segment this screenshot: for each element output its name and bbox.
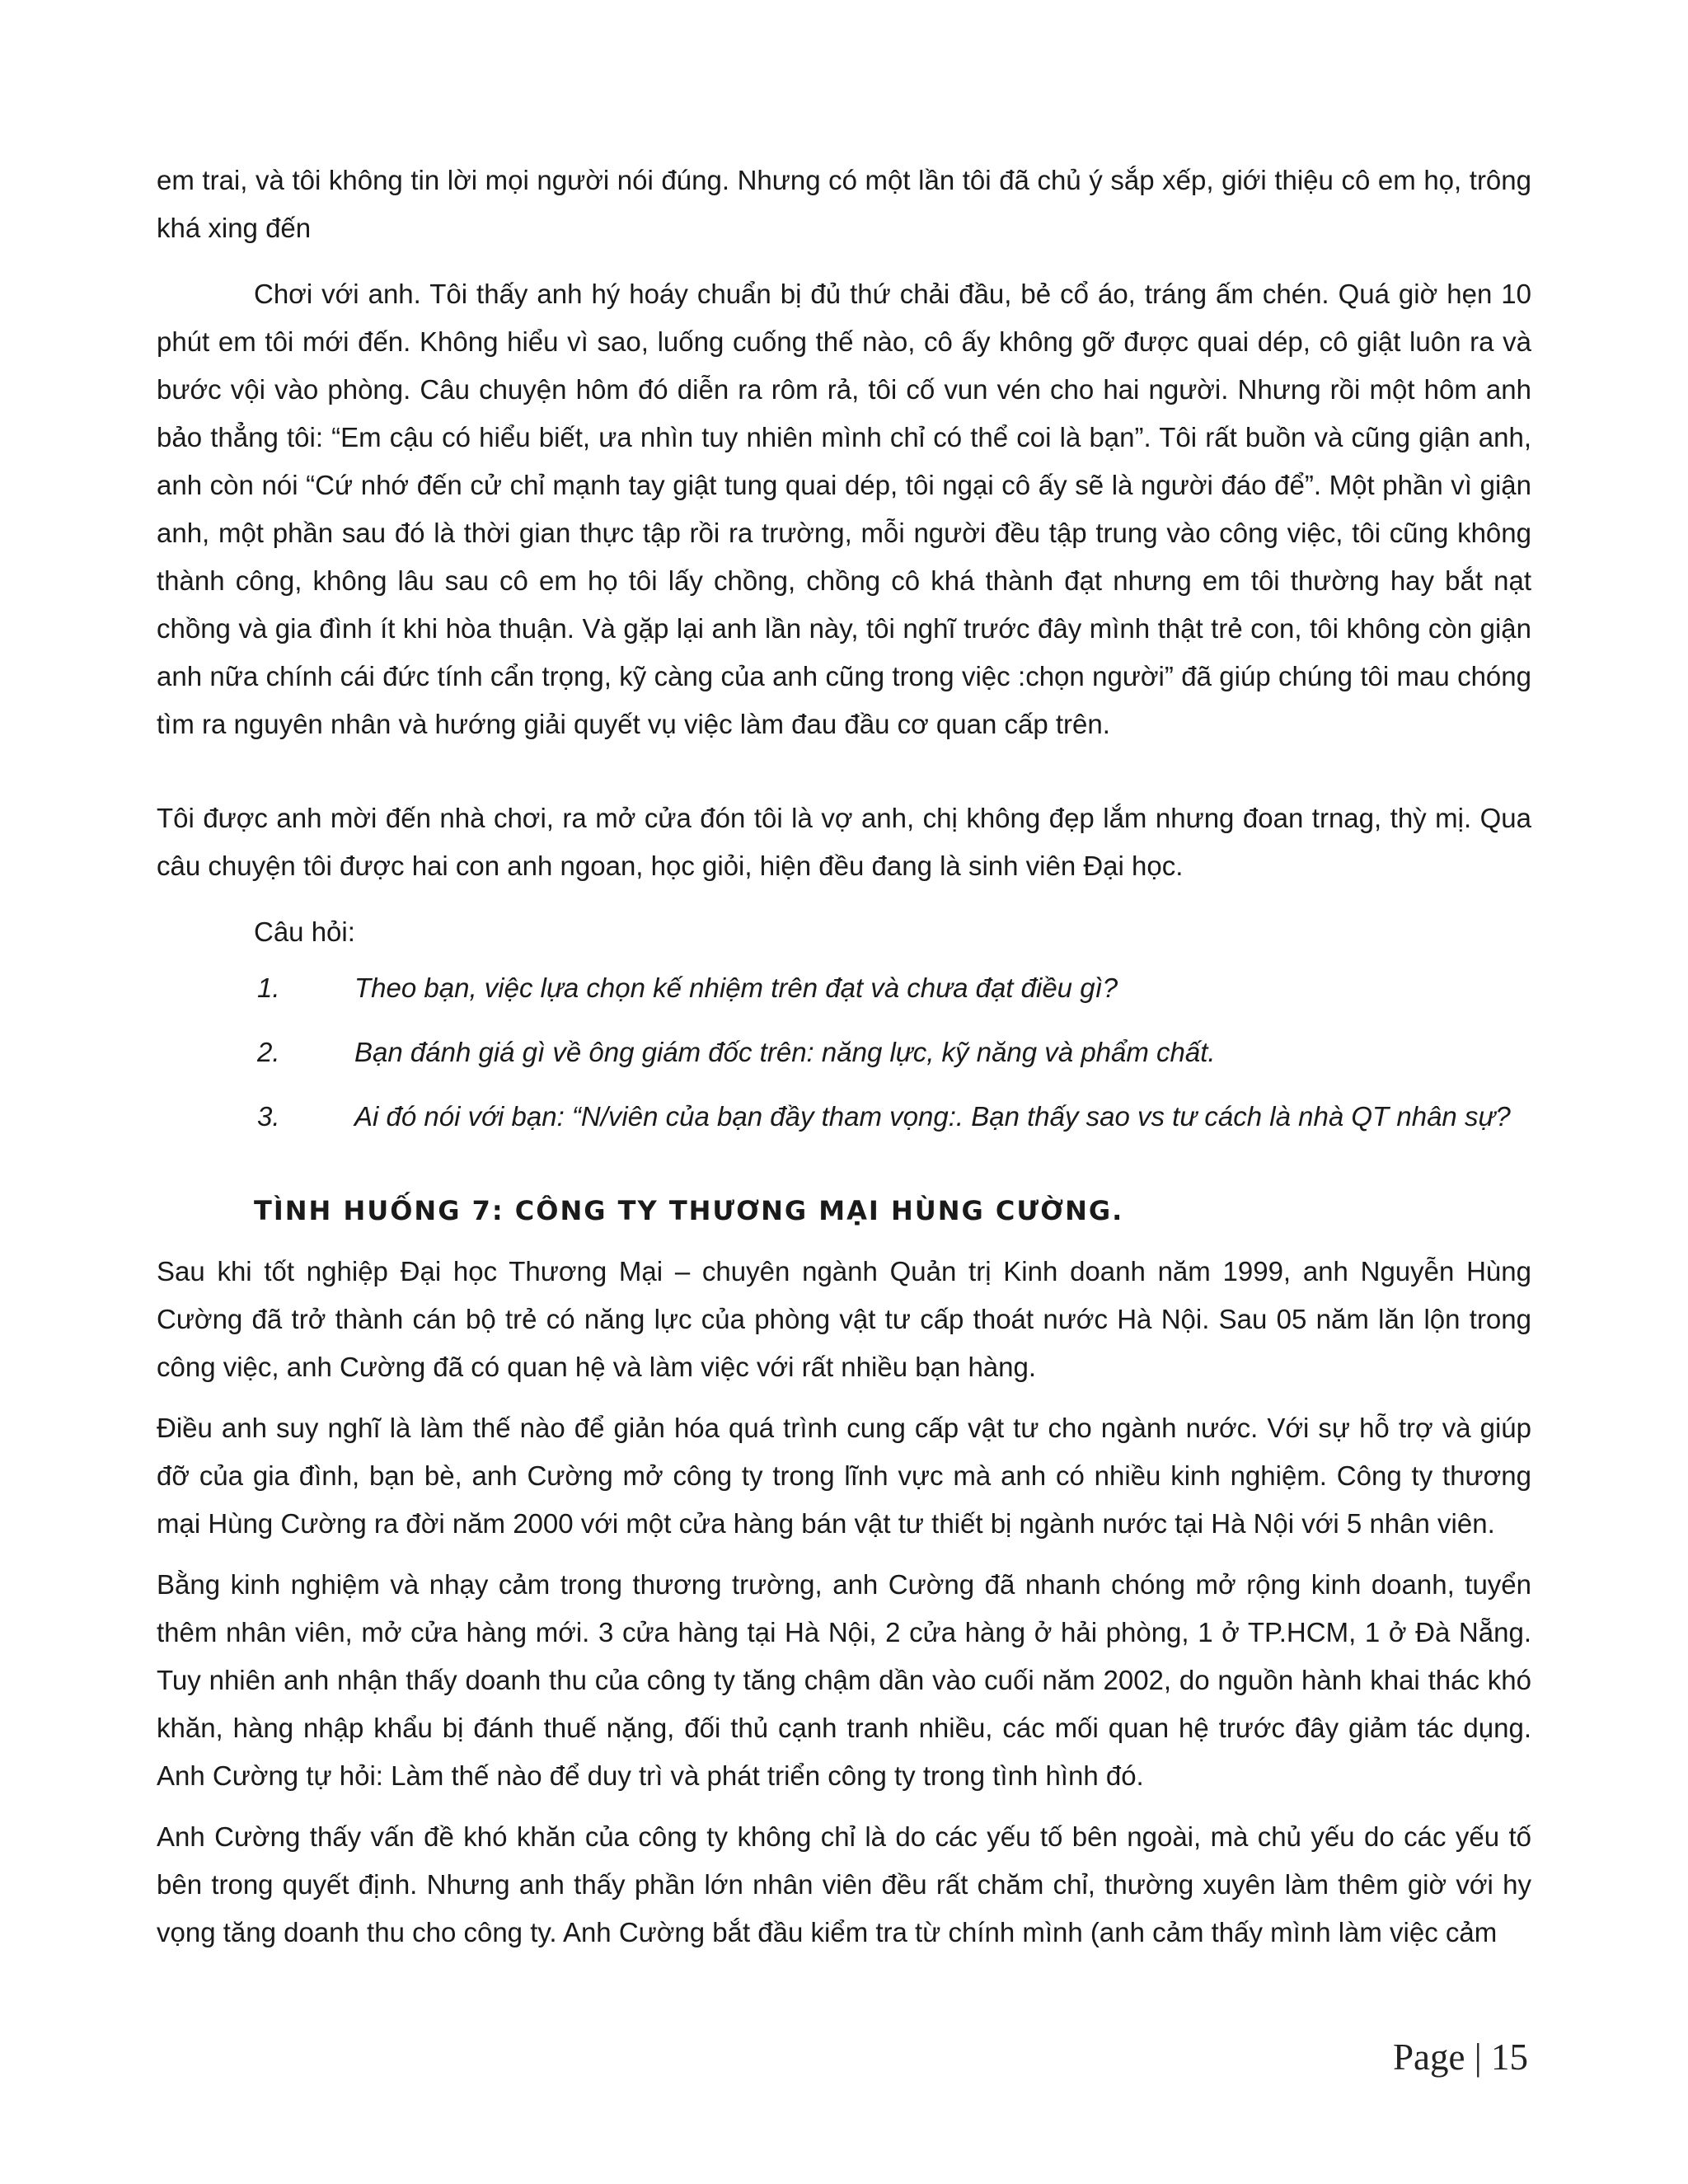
case-paragraph: Bằng kinh nghiệm và nhạy cảm trong thương trường, anh Cường đã nhanh chóng mở rộng kinh doanh, tuyển thêm nhân viên, mở cửa hàng mới. 3 cửa hàng tại Hà Nội, 2 cửa hàng ở hải phòng, 1 ở TP.HCM, 1 ở Đà Nẵng. Tuy nhiên anh nhận thấy doanh thu của công ty tăng chậm dần vào cuối năm 2002, do nguồn hành khai thác khó khăn, hàng nhập khẩu bị đánh thuế nặng, đối thủ cạnh tranh nhiều, các mối quan hệ trước đây giảm tác dụng. Anh Cường tự hỏi: Làm thế nào để duy trì và phát triển công ty trong tình hình đó.: [157, 1569, 1531, 1791]
question-number: 3.: [257, 1101, 280, 1132]
question-text: Bạn đánh giá gì về ông giám đốc trên: năng lực, kỹ năng và phẩm chất.: [354, 1037, 1216, 1067]
paragraph-continuation: em trai, và tôi không tin lời mọi người nói đúng. Nhưng có một lần tôi đã chủ ý sắp xếp, giới thiệu cô em họ, trông khá xing đến: [157, 165, 1531, 243]
question-text: Theo bạn, việc lựa chọn kế nhiệm trên đạt và chưa đạt điều gì?: [354, 972, 1118, 1003]
case-paragraph: Sau khi tốt nghiệp Đại học Thương Mại – chuyên ngành Quản trị Kinh doanh năm 1999, anh Nguyễn Hùng Cường đã trở thành cán bộ trẻ có năng lực của phòng vật tư cấp thoát nước Hà Nội. Sau 05 năm lăn lộn trong công việc, anh Cường đã có quan hệ và làm việc với rất nhiều bạn hàng.: [157, 1256, 1531, 1382]
paragraph-story: Chơi với anh. Tôi thấy anh hý hoáy chuẩn bị đủ thứ chải đầu, bẻ cổ áo, tráng ấm chén. Quá giờ hẹn 10 phút em tôi mới đến. Không hiểu vì sao, luống cuống thế nào, cô ấy không gỡ được quai dép, cô giật luôn ra và bước vội vào phòng. Câu chuyện hôm đó diễn ra rôm rả, tôi cố vun vén cho hai người. Nhưng rồi một hôm anh bảo thẳng tôi: “Em cậu có hiểu biết, ưa nhìn tuy nhiên mình chỉ có thể coi là bạn”. Tôi rất buồn và cũng giận anh, anh còn nói “Cứ nhớ đến cử chỉ mạnh tay giật tung quai dép, tôi ngại cô ấy sẽ là người đáo để”. Một phần vì giận anh, một phần sau đó là thời gian thực tập rồi ra trường, mỗi người đều tập trung vào công việc, tôi cũng không thành công, không lâu sau cô em họ tôi lấy chồng, chồng cô khá thành đạt nhưng em tôi thường hay bắt nạt chồng và gia đình ít khi hòa thuận. Và gặp lại anh lần này, tôi nghĩ trước đây mình thật trẻ con, tôi không còn giận anh nữa chính cái đức tính cẩn trọng, kỹ càng của anh cũng trong việc :chọn người” đã giúp chúng tôi mau chóng tìm ra nguyên nhân và hướng giải quyết vụ việc làm đau đầu cơ quan cấp trên.: [157, 279, 1531, 739]
case-paragraph: Anh Cường thấy vấn đề khó khăn của công ty không chỉ là do các yếu tố bên ngoài, mà chủ yếu do các yếu tố bên trong quyết định. Nhưng anh thấy phần lớn nhân viên đều rất chăm chỉ, thường xuyên làm thêm giờ với hy vọng tăng doanh thu cho công ty. Anh Cường bắt đầu kiểm tra từ chính mình (anh cảm thấy mình làm việc cảm: [157, 1821, 1531, 1947]
question-number: 1.: [257, 972, 280, 1003]
question-item: [157, 1093, 1531, 1141]
document-page: [157, 157, 1531, 1957]
paragraph-visit: Tôi được anh mời đến nhà chơi, ra mở cửa đón tôi là vợ anh, chị không đẹp lắm nhưng đoan trnag, thỳ mị. Qua câu chuyện tôi được hai con anh ngoan, học giỏi, hiện đều đang là sinh viên Đại học.: [157, 803, 1531, 881]
page-number-footer: Page | 15: [1393, 2036, 1528, 2078]
question-number: 2.: [257, 1037, 280, 1067]
questions-label: Câu hỏi:: [254, 916, 355, 947]
section-heading: TÌNH HUỐNG 7: CÔNG TY THƯƠNG MẠI HÙNG CƯỜNG.: [254, 1195, 1124, 1226]
questions-list: [157, 964, 1531, 1141]
case-paragraph: Điều anh suy nghĩ là làm thế nào để giản hóa quá trình cung cấp vật tư cho ngành nước. Với sự hỗ trợ và giúp đỡ của gia đình, bạn bè, anh Cường mở công ty trong lĩnh vực mà anh có nhiều kinh nghiệm. Công ty thương mại Hùng Cường ra đời năm 2000 với một cửa hàng bán vật tư thiết bị ngành nước tại Hà Nội với 5 nhân viên.: [157, 1413, 1531, 1539]
question-item: [157, 964, 1531, 1012]
question-item: [157, 1029, 1531, 1076]
question-text: Ai đó nói với bạn: “N/viên của bạn đầy tham vọng:. Bạn thấy sao vs tư cách là nhà QT nhân sự?: [354, 1101, 1511, 1132]
